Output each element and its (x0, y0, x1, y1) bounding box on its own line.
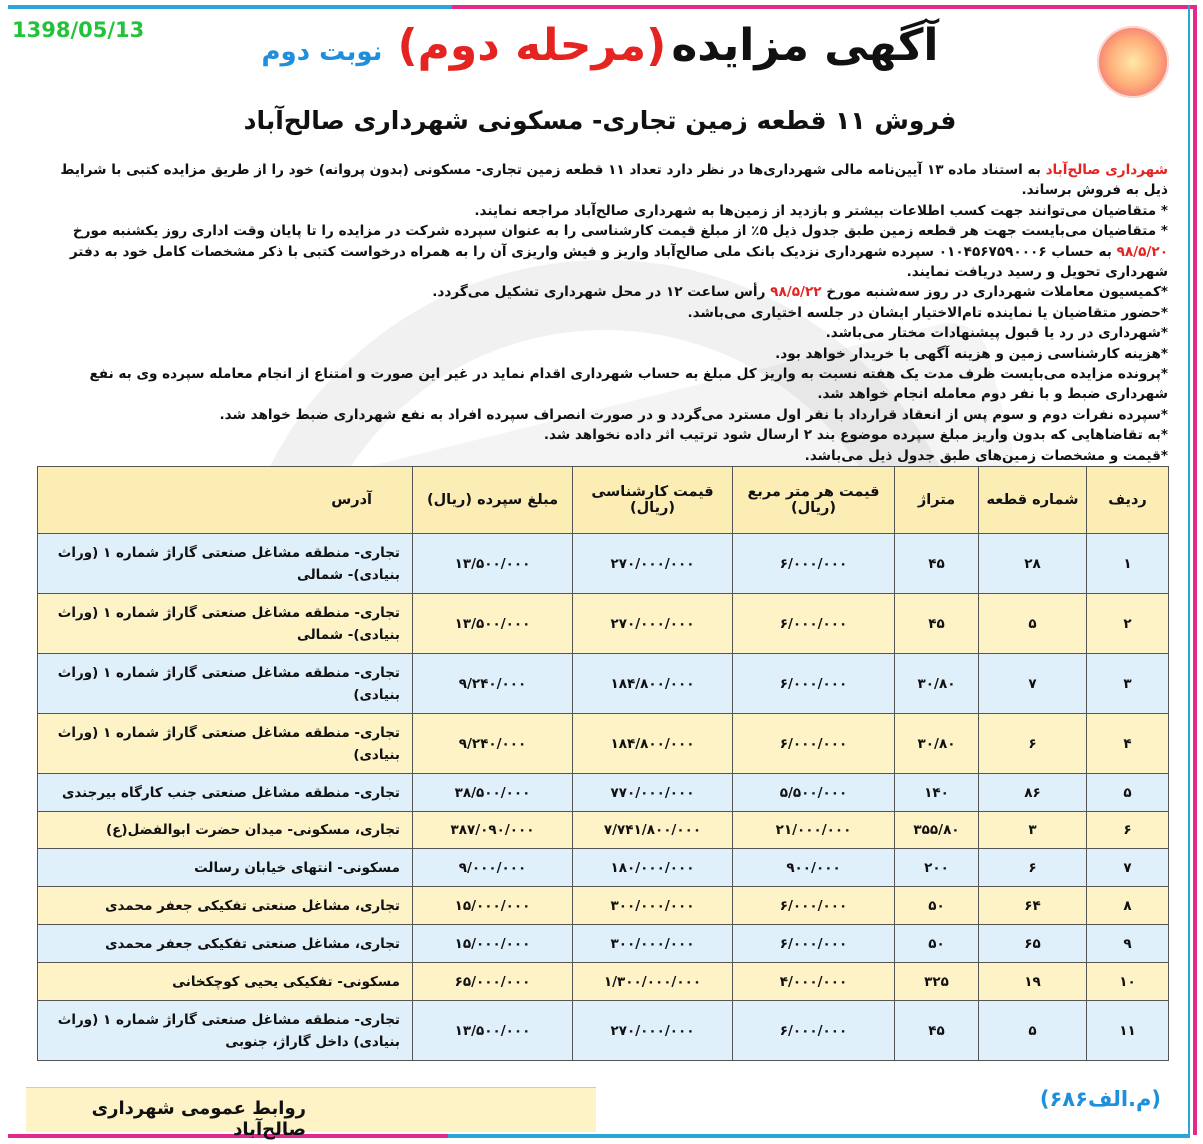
cell-price-per-sqm: ۶/۰۰۰/۰۰۰ (733, 534, 895, 594)
ad-header (100, 20, 1100, 90)
header-area: متراژ (895, 467, 979, 534)
cell-deposit: ۶۵/۰۰۰/۰۰۰ (413, 963, 573, 1001)
header-plot-no: شماره قطعه (979, 467, 1087, 534)
header-deposit: مبلغ سپرده (ریال) (413, 467, 573, 534)
cell-price-per-sqm: ۶/۰۰۰/۰۰۰ (733, 887, 895, 925)
table-row (38, 534, 1169, 594)
cell-deposit: ۱۵/۰۰۰/۰۰۰ (413, 887, 573, 925)
cell-row-no: ۱۰ (1087, 963, 1169, 1001)
intro-paragraph (40, 160, 1168, 201)
cell-price-per-sqm: ۲۱/۰۰۰/۰۰۰ (733, 812, 895, 849)
cell-price-per-sqm: ۶/۰۰۰/۰۰۰ (733, 1001, 895, 1061)
cell-price-per-sqm: ۶/۰۰۰/۰۰۰ (733, 714, 895, 774)
cell-appraised-price: ۳۰۰/۰۰۰/۰۰۰ (573, 887, 733, 925)
cell-area: ۱۴۰ (895, 774, 979, 812)
cell-price-per-sqm: ۴/۰۰۰/۰۰۰ (733, 963, 895, 1001)
header-row-no: ردیف (1087, 467, 1169, 534)
cell-price-per-sqm: ۶/۰۰۰/۰۰۰ (733, 925, 895, 963)
cell-area: ۳۲۵ (895, 963, 979, 1001)
condition-8: *سپرده نفرات دوم و سوم پس از انعقاد قرارداد با نفر اول مسترد می‌گردد و در صورت انصراف سپرده افراد به نفع شهرداری ضبط خواهد شد. (219, 406, 1168, 423)
cell-appraised-price: ۲۷۰/۰۰۰/۰۰۰ (573, 594, 733, 654)
frame-top-right (452, 5, 1194, 9)
cell-appraised-price: ۳۰۰/۰۰۰/۰۰۰ (573, 925, 733, 963)
cell-appraised-price: ۱۸۴/۸۰۰/۰۰۰ (573, 654, 733, 714)
cell-deposit: ۹/۲۴۰/۰۰۰ (413, 654, 573, 714)
publish-date: 1398/05/13 (12, 18, 145, 42)
table-row (38, 594, 1169, 654)
condition-2-text-a: * متقاضیان می‌بایست جهت هر قطعه زمین طبق جدول ذیل ۵٪ از مبلغ قیمت کارشناسی را به عنوان سپرده شرکت در مزایده را تا پایان وقت اداری روز یکشنبه مورخ (72, 223, 1168, 240)
cell-plot-no: ۱۹ (979, 963, 1087, 1001)
cell-row-no: ۱ (1087, 534, 1169, 594)
condition-1: * متقاضیان می‌توانند جهت کسب اطلاعات بیشتر و بازدید از زمین‌ها به شهرداری صالح‌آباد مراجعه نمایند. (474, 202, 1168, 219)
cell-row-no: ۱۱ (1087, 1001, 1169, 1061)
cell-plot-no: ۸۶ (979, 774, 1087, 812)
cell-row-no: ۶ (1087, 812, 1169, 849)
cell-address: مسکونی- انتهای خیابان رسالت (38, 849, 413, 887)
cell-deposit: ۹/۰۰۰/۰۰۰ (413, 849, 573, 887)
table-row (38, 925, 1169, 963)
cell-price-per-sqm: ۵/۵۰۰/۰۰۰ (733, 774, 895, 812)
cell-row-no: ۸ (1087, 887, 1169, 925)
table-row (38, 714, 1169, 774)
cell-deposit: ۱۵/۰۰۰/۰۰۰ (413, 925, 573, 963)
footer-ad-code: (م.الف۶۸۶) (1039, 1087, 1161, 1111)
cell-address: تجاری، مشاغل صنعتی تفکیکی جعفر محمدی (38, 887, 413, 925)
ad-subtitle: فروش ۱۱ قطعه زمین تجاری- مسکونی شهرداری صالح‌آباد (243, 106, 957, 135)
cell-plot-no: ۷ (979, 654, 1087, 714)
cell-deposit: ۳۸۷/۰۹۰/۰۰۰ (413, 812, 573, 849)
table-row (38, 774, 1169, 812)
cell-price-per-sqm: ۶/۰۰۰/۰۰۰ (733, 594, 895, 654)
ad-round: نوبت دوم (261, 37, 383, 67)
sun-logo-icon (1097, 26, 1169, 98)
condition-3 (40, 282, 1168, 302)
header-address: آدرس (38, 467, 413, 534)
cell-appraised-price: ۱۸۰/۰۰۰/۰۰۰ (573, 849, 733, 887)
table-row (38, 654, 1169, 714)
condition-9: *به تقاضاهایی که بدون واریز مبلغ سپرده موضوع بند ۲ ارسال شود ترتیب اثر داده نخواهد شد. (543, 427, 1168, 444)
cell-plot-no: ۵ (979, 1001, 1087, 1061)
cell-plot-no: ۶ (979, 714, 1087, 774)
frame-right-outer (1193, 5, 1197, 1135)
condition-7: *پرونده مزایده می‌بایست ظرف مدت یک هفته نسبت به واریز کل مبلغ به حساب شهرداری اقدام نماید در غیر این صورت و امتناع از انجام معامله سپرده وی به نفع شهرداری ضبط و با نفر دوم معامله انجام خواهد شد. (89, 366, 1168, 403)
cell-address: تجاری- منطقه مشاغل صنعتی گاراژ شماره ۱ (وراث بنیادی) داخل گاراژ، جنوبی (38, 1001, 413, 1061)
condition-5: *شهرداری در رد یا قبول پیشنهادات مختار می‌باشد. (825, 325, 1168, 342)
land-table (37, 466, 1169, 1061)
cell-area: ۵۰ (895, 925, 979, 963)
condition-2-text-b: به حساب ۰۱۰۴۵۶۷۵۹۰۰۰۶ سپرده شهرداری نزدیک بانک ملی صالح‌آباد واریز و فیش واریزی آن را به همراه درخواست کتبی با ذکر مشخصات کامل خود به دفتر شهرداری تحویل و رسید دریافت نمایند. (69, 243, 1168, 281)
cell-row-no: ۴ (1087, 714, 1169, 774)
cell-area: ۵۰ (895, 887, 979, 925)
intro-text: به استناد ماده ۱۳ آیین‌نامه مالی شهرداری‌ها در نظر دارد تعداد ۱۱ قطعه زمین تجاری- مسکونی (بدون پروانه) خود را از طریق مزایده کتبی با شرایط ذیل به فروش برساند. (60, 162, 1168, 199)
conditions-block (40, 160, 1168, 466)
condition-2-date: ۹۸/۵/۲۰ (1116, 243, 1168, 260)
cell-row-no: ۲ (1087, 594, 1169, 654)
cell-address: تجاری- منطقه مشاغل صنعتی گاراژ شماره ۱ (وراث بنیادی)- شمالی (38, 534, 413, 594)
frame-top-left (8, 5, 452, 9)
cell-area: ۴۵ (895, 594, 979, 654)
condition-3-date: ۹۸/۵/۲۲ (770, 284, 822, 301)
cell-plot-no: ۳ (979, 812, 1087, 849)
cell-deposit: ۳۸/۵۰۰/۰۰۰ (413, 774, 573, 812)
cell-deposit: ۱۳/۵۰۰/۰۰۰ (413, 594, 573, 654)
cell-price-per-sqm: ۹۰۰/۰۰۰ (733, 849, 895, 887)
cell-appraised-price: ۱/۳۰۰/۰۰۰/۰۰۰ (573, 963, 733, 1001)
condition-3-text-a: *کمیسیون معاملات شهرداری در روز سه‌شنبه مورخ (826, 284, 1168, 301)
cell-address: تجاری، مسکونی- میدان حضرت ابوالفضل(ع) (38, 812, 413, 849)
cell-plot-no: ۶۴ (979, 887, 1087, 925)
cell-address: مسکونی- تفکیکی یحیی کوچکخانی (38, 963, 413, 1001)
cell-appraised-price: ۷/۷۴۱/۸۰۰/۰۰۰ (573, 812, 733, 849)
table-row (38, 887, 1169, 925)
cell-row-no: ۷ (1087, 849, 1169, 887)
condition-2 (40, 221, 1168, 282)
condition-10: *قیمت و مشخصات زمین‌های طبق جدول ذیل می‌باشد. (804, 447, 1168, 464)
cell-plot-no: ۵ (979, 594, 1087, 654)
cell-area: ۴۵ (895, 1001, 979, 1061)
cell-row-no: ۵ (1087, 774, 1169, 812)
cell-area: ۳۰/۸۰ (895, 654, 979, 714)
cell-area: ۳۰/۸۰ (895, 714, 979, 774)
cell-address: تجاری- منطقه مشاغل صنعتی گاراژ شماره ۱ (وراث بنیادی)- شمالی (38, 594, 413, 654)
ad-title: آگهی مزایده (671, 20, 939, 71)
cell-address: تجاری- منطقه مشاغل صنعتی جنب کارگاه بیرجندی (38, 774, 413, 812)
cell-address: تجاری، مشاغل صنعتی تفکیکی جعفر محمدی (38, 925, 413, 963)
cell-row-no: ۳ (1087, 654, 1169, 714)
table-row (38, 849, 1169, 887)
cell-appraised-price: ۲۷۰/۰۰۰/۰۰۰ (573, 1001, 733, 1061)
cell-plot-no: ۶ (979, 849, 1087, 887)
intro-org: شهرداری صالح‌آباد (1045, 162, 1168, 178)
footer-publisher: روابط عمومی شهرداری صالح‌آباد (91, 1098, 306, 1140)
table-row (38, 963, 1169, 1001)
cell-area: ۲۰۰ (895, 849, 979, 887)
cell-appraised-price: ۲۷۰/۰۰۰/۰۰۰ (573, 534, 733, 594)
condition-6: *هزینه کارشناسی زمین و هزینه آگهی با خریدار خواهد بود. (775, 345, 1168, 362)
cell-area: ۴۵ (895, 534, 979, 594)
cell-deposit: ۱۳/۵۰۰/۰۰۰ (413, 534, 573, 594)
condition-4: *حضور متقاضیان یا نماینده تام‌الاختیار ایشان در جلسه اختیاری می‌باشد. (687, 304, 1168, 321)
cell-row-no: ۹ (1087, 925, 1169, 963)
cell-plot-no: ۶۵ (979, 925, 1087, 963)
ad-stage: (مرحله دوم) (397, 20, 667, 71)
cell-area: ۳۵۵/۸۰ (895, 812, 979, 849)
cell-address: تجاری- منطقه مشاغل صنعتی گاراژ شماره ۱ (وراث بنیادی) (38, 714, 413, 774)
condition-3-text-b: رأس ساعت ۱۲ در محل شهرداری تشکیل می‌گردد. (432, 284, 766, 301)
cell-plot-no: ۲۸ (979, 534, 1087, 594)
cell-appraised-price: ۷۷۰/۰۰۰/۰۰۰ (573, 774, 733, 812)
footer-publisher-box (26, 1087, 596, 1140)
cell-price-per-sqm: ۶/۰۰۰/۰۰۰ (733, 654, 895, 714)
cell-deposit: ۹/۲۴۰/۰۰۰ (413, 714, 573, 774)
frame-right-inner (1188, 5, 1190, 1135)
frame-bottom-right (448, 1134, 1190, 1138)
header-appraised-price: قیمت کارشناسی (ریال) (573, 467, 733, 534)
cell-appraised-price: ۱۸۴/۸۰۰/۰۰۰ (573, 714, 733, 774)
table-row (38, 812, 1169, 849)
cell-address: تجاری- منطقه مشاغل صنعتی گاراژ شماره ۱ (وراث بنیادی) (38, 654, 413, 714)
table-row (38, 1001, 1169, 1061)
cell-deposit: ۱۳/۵۰۰/۰۰۰ (413, 1001, 573, 1061)
table-header-row (38, 467, 1169, 534)
header-price-per-sqm: قیمت هر متر مربع (ریال) (733, 467, 895, 534)
